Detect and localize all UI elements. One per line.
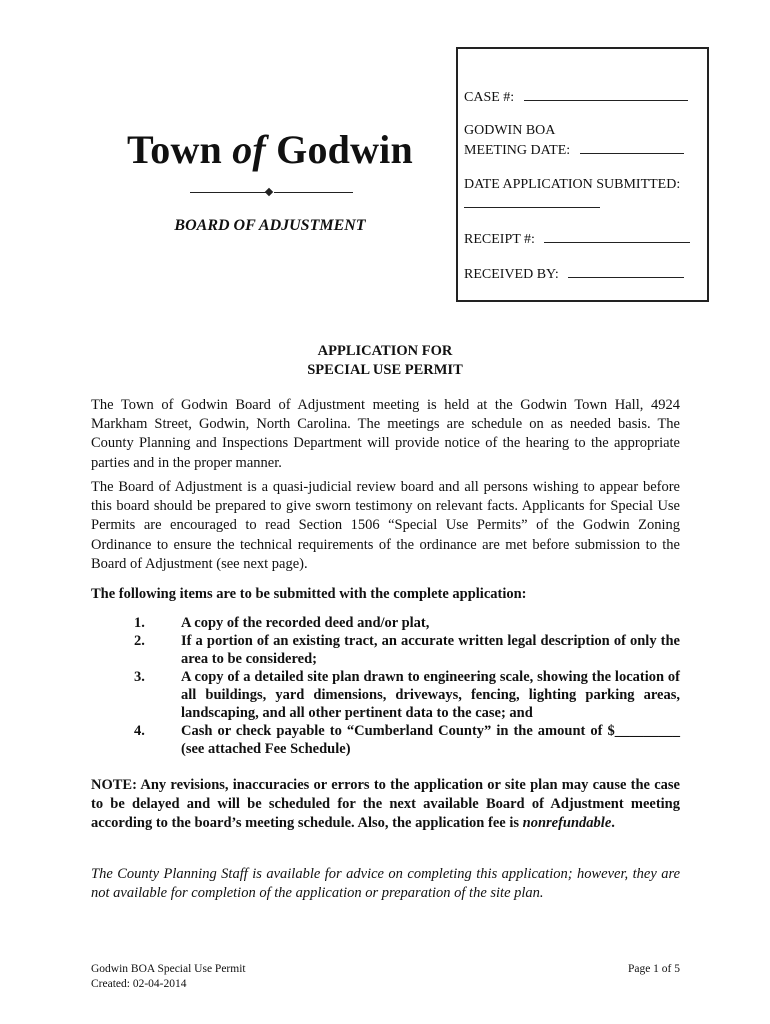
case-number-row — [464, 88, 688, 106]
application-title — [230, 342, 540, 380]
receipt-label: RECEIPT #: — [464, 232, 535, 247]
meeting-date-row — [464, 141, 684, 159]
list-item-number: 3. — [134, 669, 145, 685]
application-title-line2: SPECIAL USE PERMIT — [307, 362, 463, 378]
case-number-field[interactable] — [524, 88, 688, 101]
diamond-ornament-icon — [265, 188, 273, 196]
list-item-text: A copy of the recorded deed and/or plat, — [181, 615, 430, 631]
footer-left — [91, 962, 246, 991]
paragraph-board-description: The Board of Adjustment is a quasi-judicial review board and all persons wishing to appear before this board should be prepared to give sworn testimony on relevant facts. Applicants for Special Use Permits are encouraged to read Section 1506 “Special Use Permits” of the Godwin Zoning Ordinance to ensure the technical requirements of the ordinance are met before submission to the Board of Adjustment (see next page). — [91, 479, 680, 572]
note-end: . — [611, 815, 615, 832]
list-item-text: Cash or check payable to “Cumberland County” in the amount of $_________ (see attached Fee Schedule) — [181, 723, 680, 757]
list-item-text: If a portion of an existing tract, an accurate written legal description of only the area to be considered; — [181, 633, 680, 667]
board-subtitle: BOARD OF ADJUSTMENT — [174, 217, 366, 234]
list-item-number: 4. — [134, 723, 145, 739]
case-number-label: CASE #: — [464, 90, 515, 105]
title-divider — [190, 186, 353, 198]
note-text: NOTE: Any revisions, inaccuracies or errors to the application or site plan may cause the case to be delayed and will be scheduled for the next available Board of Adjustment meeting according to the board’s meeting schedule. Also, the application fee is — [91, 777, 680, 832]
meeting-date-label: MEETING DATE: — [464, 143, 571, 158]
town-title — [100, 126, 440, 173]
items-heading: The following items are to be submitted with the complete application: — [91, 586, 527, 602]
meeting-date-field[interactable] — [580, 141, 684, 154]
footer-doc-name: Godwin BOA Special Use Permit — [91, 963, 246, 975]
list-item-text: A copy of a detailed site plan drawn to engineering scale, showing the location of all buildings, yard dimensions, driveways, fencing, lighting parking areas, landscaping, and all other pertinent data to the case; and — [181, 669, 680, 721]
office-use-box — [456, 47, 709, 302]
receipt-field[interactable] — [544, 230, 690, 243]
receipt-row — [464, 230, 690, 248]
staff-note: The County Planning Staff is available for advice on completing this application; however, they are not available for completion of the application or preparation of the site plan. — [91, 866, 680, 902]
application-title-line1: APPLICATION FOR — [317, 343, 453, 359]
paragraph-meeting-info: The Town of Godwin Board of Adjustment meeting is held at the Godwin Town Hall, 4924 Markham Street, Godwin, North Carolina. The meetings are schedule on as needed basis. The County Planning and Inspections Department will provide notice of the hearing to the appropriate parties and in the proper manner. — [91, 397, 680, 471]
town-of: of — [232, 127, 266, 172]
footer-created-date: Created: 02-04-2014 — [91, 977, 187, 990]
date-submitted-label: DATE APPLICATION SUBMITTED: — [464, 177, 681, 192]
footer-page-number: Page 1 of 5 — [627, 963, 680, 975]
list-item-number: 1. — [134, 615, 145, 631]
town-name: Godwin — [276, 127, 413, 172]
date-submitted-field[interactable] — [464, 195, 600, 208]
list-item-number: 2. — [134, 633, 145, 649]
received-by-label: RECEIVED BY: — [464, 267, 559, 282]
date-submitted-row — [464, 195, 600, 213]
meeting-line1: GODWIN BOA — [464, 123, 556, 138]
note-emphasis: nonrefundable — [522, 815, 612, 832]
note-paragraph — [91, 776, 680, 834]
received-by-field[interactable] — [568, 265, 684, 278]
received-by-row — [464, 265, 684, 283]
town-prefix: Town — [127, 127, 222, 172]
